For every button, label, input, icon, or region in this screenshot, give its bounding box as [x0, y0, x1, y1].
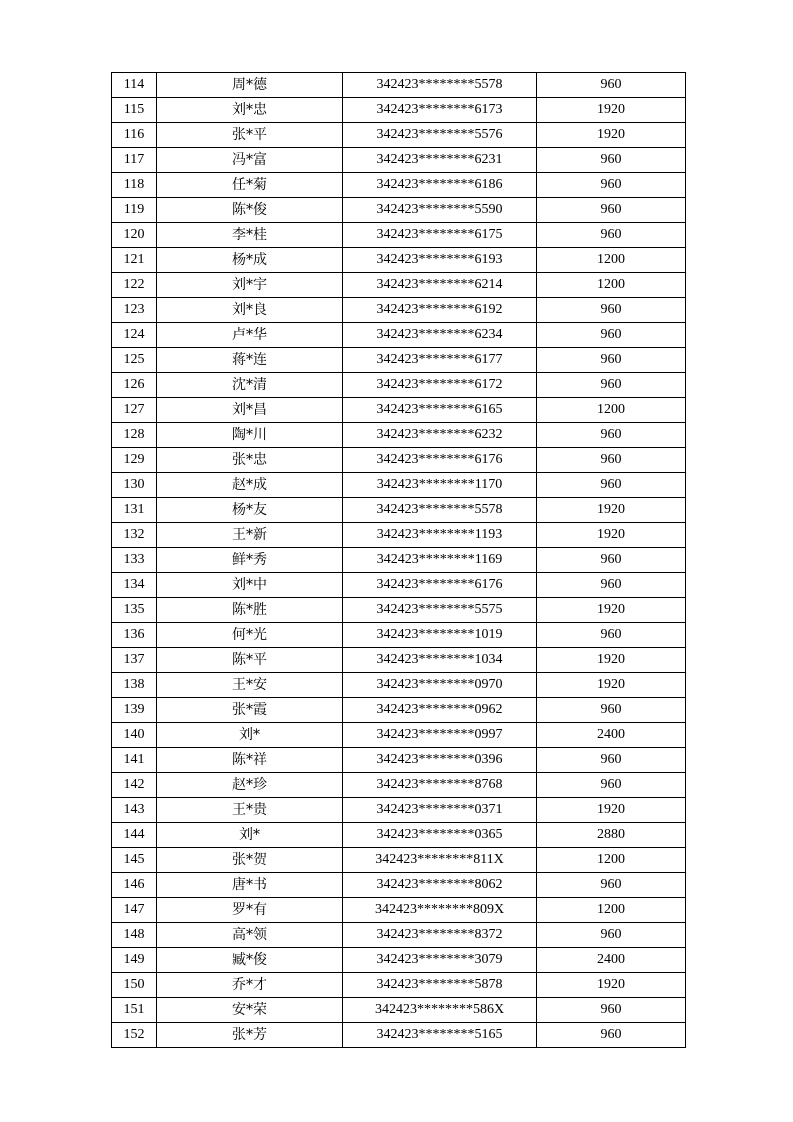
amount-cell: 1920 [537, 498, 686, 523]
table-row [112, 998, 686, 1023]
name-cell: 刘*昌 [157, 398, 343, 423]
name-cell: 张*忠 [157, 448, 343, 473]
table-row [112, 73, 686, 98]
row-number-cell: 146 [112, 873, 157, 898]
row-number-cell: 125 [112, 348, 157, 373]
row-number-cell: 124 [112, 323, 157, 348]
table-row [112, 623, 686, 648]
table-row [112, 148, 686, 173]
amount-cell: 960 [537, 998, 686, 1023]
table-row [112, 873, 686, 898]
name-cell: 张*平 [157, 123, 343, 148]
name-cell: 刘* [157, 823, 343, 848]
id-number-cell: 342423********6177 [343, 348, 537, 373]
table-row [112, 323, 686, 348]
name-cell: 臧*俊 [157, 948, 343, 973]
row-number-cell: 134 [112, 573, 157, 598]
row-number-cell: 147 [112, 898, 157, 923]
amount-cell: 960 [537, 423, 686, 448]
amount-cell: 960 [537, 923, 686, 948]
roster-table [111, 72, 686, 1048]
row-number-cell: 119 [112, 198, 157, 223]
row-number-cell: 133 [112, 548, 157, 573]
id-number-cell: 342423********1034 [343, 648, 537, 673]
row-number-cell: 142 [112, 773, 157, 798]
name-cell: 王*贵 [157, 798, 343, 823]
amount-cell: 1920 [537, 973, 686, 998]
id-number-cell: 342423********8062 [343, 873, 537, 898]
id-number-cell: 342423********6193 [343, 248, 537, 273]
amount-cell: 960 [537, 573, 686, 598]
table-row [112, 898, 686, 923]
table-row [112, 798, 686, 823]
amount-cell: 1920 [537, 523, 686, 548]
table-row [112, 948, 686, 973]
id-number-cell: 342423********3079 [343, 948, 537, 973]
amount-cell: 960 [537, 1023, 686, 1048]
amount-cell: 960 [537, 298, 686, 323]
id-number-cell: 342423********6192 [343, 298, 537, 323]
table-row [112, 973, 686, 998]
name-cell: 刘*良 [157, 298, 343, 323]
name-cell: 高*领 [157, 923, 343, 948]
amount-cell: 1920 [537, 98, 686, 123]
row-number-cell: 138 [112, 673, 157, 698]
amount-cell: 960 [537, 73, 686, 98]
table-row [112, 548, 686, 573]
row-number-cell: 132 [112, 523, 157, 548]
row-number-cell: 141 [112, 748, 157, 773]
row-number-cell: 115 [112, 98, 157, 123]
row-number-cell: 127 [112, 398, 157, 423]
id-number-cell: 342423********0396 [343, 748, 537, 773]
amount-cell: 1200 [537, 848, 686, 873]
table-row [112, 823, 686, 848]
name-cell: 安*荣 [157, 998, 343, 1023]
name-cell: 张*芳 [157, 1023, 343, 1048]
amount-cell: 960 [537, 748, 686, 773]
row-number-cell: 121 [112, 248, 157, 273]
name-cell: 冯*富 [157, 148, 343, 173]
table-row [112, 723, 686, 748]
amount-cell: 960 [537, 773, 686, 798]
id-number-cell: 342423********586X [343, 998, 537, 1023]
amount-cell: 960 [537, 173, 686, 198]
table-row [112, 98, 686, 123]
row-number-cell: 118 [112, 173, 157, 198]
id-number-cell: 342423********8768 [343, 773, 537, 798]
row-number-cell: 137 [112, 648, 157, 673]
id-number-cell: 342423********809X [343, 898, 537, 923]
name-cell: 唐*书 [157, 873, 343, 898]
id-number-cell: 342423********6172 [343, 373, 537, 398]
name-cell: 王*新 [157, 523, 343, 548]
id-number-cell: 342423********5165 [343, 1023, 537, 1048]
table-row [112, 248, 686, 273]
name-cell: 刘*忠 [157, 98, 343, 123]
table-row [112, 373, 686, 398]
table-row [112, 498, 686, 523]
row-number-cell: 122 [112, 273, 157, 298]
id-number-cell: 342423********5590 [343, 198, 537, 223]
id-number-cell: 342423********1019 [343, 623, 537, 648]
row-number-cell: 151 [112, 998, 157, 1023]
amount-cell: 960 [537, 148, 686, 173]
amount-cell: 960 [537, 873, 686, 898]
table-row [112, 523, 686, 548]
row-number-cell: 123 [112, 298, 157, 323]
table-row [112, 673, 686, 698]
table-row [112, 398, 686, 423]
row-number-cell: 120 [112, 223, 157, 248]
row-number-cell: 129 [112, 448, 157, 473]
amount-cell: 960 [537, 623, 686, 648]
name-cell: 蒋*连 [157, 348, 343, 373]
table-row [112, 748, 686, 773]
table-row [112, 773, 686, 798]
id-number-cell: 342423********0962 [343, 698, 537, 723]
row-number-cell: 139 [112, 698, 157, 723]
name-cell: 沈*清 [157, 373, 343, 398]
amount-cell: 1920 [537, 798, 686, 823]
row-number-cell: 140 [112, 723, 157, 748]
table-row [112, 473, 686, 498]
row-number-cell: 130 [112, 473, 157, 498]
row-number-cell: 150 [112, 973, 157, 998]
amount-cell: 1920 [537, 648, 686, 673]
name-cell: 鲜*秀 [157, 548, 343, 573]
amount-cell: 960 [537, 448, 686, 473]
table-row [112, 1023, 686, 1048]
row-number-cell: 143 [112, 798, 157, 823]
row-number-cell: 149 [112, 948, 157, 973]
row-number-cell: 114 [112, 73, 157, 98]
table-row [112, 273, 686, 298]
amount-cell: 1920 [537, 673, 686, 698]
id-number-cell: 342423********6175 [343, 223, 537, 248]
amount-cell: 1920 [537, 598, 686, 623]
id-number-cell: 342423********5576 [343, 123, 537, 148]
amount-cell: 960 [537, 698, 686, 723]
name-cell: 张*贺 [157, 848, 343, 873]
id-number-cell: 342423********8372 [343, 923, 537, 948]
name-cell: 何*光 [157, 623, 343, 648]
table-row [112, 448, 686, 473]
name-cell: 罗*有 [157, 898, 343, 923]
table-row [112, 123, 686, 148]
row-number-cell: 128 [112, 423, 157, 448]
id-number-cell: 342423********811X [343, 848, 537, 873]
id-number-cell: 342423********0371 [343, 798, 537, 823]
name-cell: 张*霞 [157, 698, 343, 723]
name-cell: 杨*友 [157, 498, 343, 523]
name-cell: 刘* [157, 723, 343, 748]
row-number-cell: 144 [112, 823, 157, 848]
amount-cell: 1200 [537, 248, 686, 273]
name-cell: 李*桂 [157, 223, 343, 248]
id-number-cell: 342423********1170 [343, 473, 537, 498]
amount-cell: 960 [537, 198, 686, 223]
name-cell: 陶*川 [157, 423, 343, 448]
amount-cell: 960 [537, 323, 686, 348]
amount-cell: 1200 [537, 898, 686, 923]
table-row [112, 198, 686, 223]
name-cell: 陈*俊 [157, 198, 343, 223]
row-number-cell: 148 [112, 923, 157, 948]
table-row [112, 648, 686, 673]
name-cell: 卢*华 [157, 323, 343, 348]
id-number-cell: 342423********5578 [343, 498, 537, 523]
table-row [112, 173, 686, 198]
row-number-cell: 117 [112, 148, 157, 173]
row-number-cell: 126 [112, 373, 157, 398]
name-cell: 陈*祥 [157, 748, 343, 773]
id-number-cell: 342423********1193 [343, 523, 537, 548]
table-row [112, 698, 686, 723]
id-number-cell: 342423********0970 [343, 673, 537, 698]
row-number-cell: 131 [112, 498, 157, 523]
name-cell: 王*安 [157, 673, 343, 698]
id-number-cell: 342423********1169 [343, 548, 537, 573]
id-number-cell: 342423********0365 [343, 823, 537, 848]
row-number-cell: 152 [112, 1023, 157, 1048]
table-row [112, 923, 686, 948]
table-row [112, 848, 686, 873]
row-number-cell: 116 [112, 123, 157, 148]
amount-cell: 960 [537, 473, 686, 498]
id-number-cell: 342423********6176 [343, 573, 537, 598]
roster-table-body [112, 73, 686, 1048]
id-number-cell: 342423********5578 [343, 73, 537, 98]
id-number-cell: 342423********6176 [343, 448, 537, 473]
name-cell: 赵*成 [157, 473, 343, 498]
table-row [112, 423, 686, 448]
name-cell: 任*菊 [157, 173, 343, 198]
name-cell: 刘*宇 [157, 273, 343, 298]
amount-cell: 2400 [537, 723, 686, 748]
row-number-cell: 135 [112, 598, 157, 623]
id-number-cell: 342423********6234 [343, 323, 537, 348]
id-number-cell: 342423********6231 [343, 148, 537, 173]
table-row [112, 573, 686, 598]
amount-cell: 1200 [537, 398, 686, 423]
id-number-cell: 342423********6165 [343, 398, 537, 423]
amount-cell: 1920 [537, 123, 686, 148]
name-cell: 陈*平 [157, 648, 343, 673]
row-number-cell: 136 [112, 623, 157, 648]
id-number-cell: 342423********6186 [343, 173, 537, 198]
name-cell: 陈*胜 [157, 598, 343, 623]
amount-cell: 1200 [537, 273, 686, 298]
id-number-cell: 342423********6173 [343, 98, 537, 123]
id-number-cell: 342423********6232 [343, 423, 537, 448]
table-row [112, 223, 686, 248]
name-cell: 杨*成 [157, 248, 343, 273]
amount-cell: 960 [537, 348, 686, 373]
id-number-cell: 342423********0997 [343, 723, 537, 748]
amount-cell: 2400 [537, 948, 686, 973]
row-number-cell: 145 [112, 848, 157, 873]
name-cell: 乔*才 [157, 973, 343, 998]
amount-cell: 960 [537, 373, 686, 398]
table-row [112, 348, 686, 373]
name-cell: 赵*珍 [157, 773, 343, 798]
name-cell: 周*德 [157, 73, 343, 98]
amount-cell: 960 [537, 548, 686, 573]
table-row [112, 298, 686, 323]
table-row [112, 598, 686, 623]
amount-cell: 2880 [537, 823, 686, 848]
id-number-cell: 342423********5878 [343, 973, 537, 998]
id-number-cell: 342423********5575 [343, 598, 537, 623]
name-cell: 刘*中 [157, 573, 343, 598]
amount-cell: 960 [537, 223, 686, 248]
id-number-cell: 342423********6214 [343, 273, 537, 298]
